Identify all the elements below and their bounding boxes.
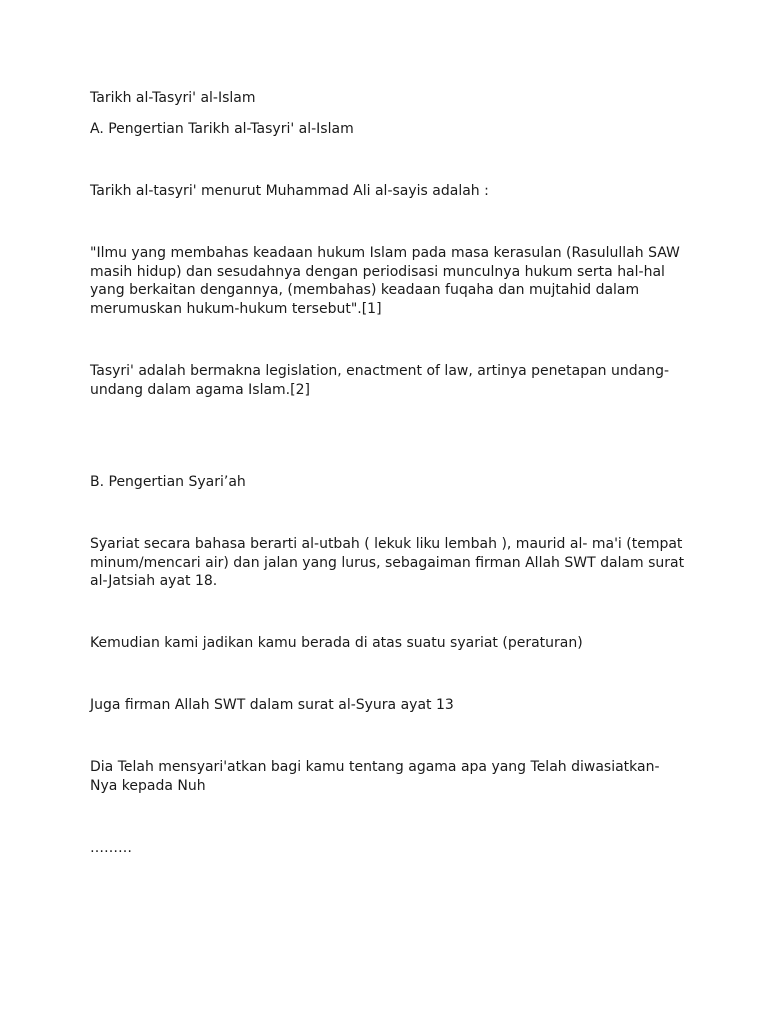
- syariat-line: minum/mencari air) dan jalan yang lurus, sebagaiman firman Allah SWT dalam surat: [90, 554, 685, 571]
- verse-1-text: Kemudian kami jadikan kamu berada di atas suatu syariat (peraturan): [90, 635, 583, 651]
- document-title: [90, 89, 690, 108]
- firman-text: Juga firman Allah SWT dalam surat al-Syura ayat 13: [90, 697, 454, 713]
- tasyri-paragraph: [90, 362, 690, 399]
- firman-paragraph: [90, 696, 690, 715]
- quote-line: yang berkaitan dengannya, (membahas) keadaan fuqaha dan mujtahid dalam: [90, 282, 640, 298]
- syariat-paragraph: [90, 535, 690, 591]
- ellipsis-paragraph: [90, 839, 690, 858]
- intro-text: Tarikh al-tasyri' menurut Muhammad Ali al-sayis adalah :: [90, 183, 489, 199]
- tasyri-line: undang dalam agama Islam.[2]: [90, 381, 310, 398]
- section-a-heading-text: A. Pengertian Tarikh al-Tasyri' al-Islam: [90, 121, 354, 137]
- verse-1-paragraph: [90, 634, 690, 653]
- verse-2-line: Dia Telah mensyari'atkan bagi kamu tentang agama apa yang Telah diwasiatkan-: [90, 759, 660, 775]
- syariat-line: al-Jatsiah ayat 18.: [90, 573, 218, 589]
- verse-2-line: Nya kepada Nuh: [90, 777, 206, 794]
- tasyri-line: Tasyri' adalah bermakna legislation, enactment of law, artinya penetapan undang-: [90, 363, 670, 379]
- quote-line: masih hidup) dan sesudahnya dengan periodisasi munculnya hukum serta hal-hal: [90, 263, 665, 280]
- syariat-line: Syariat secara bahasa berarti al-utbah ( lekuk liku lembah ), maurid al- ma'i (tempat: [90, 536, 683, 552]
- intro-paragraph: [90, 182, 690, 201]
- section-b-heading: [90, 473, 690, 492]
- section-a-heading: [90, 120, 690, 139]
- quote-line: "Ilmu yang membahas keadaan hukum Islam pada masa kerasulan (Rasulullah SAW: [90, 245, 680, 261]
- definition-quote-paragraph: [90, 244, 690, 318]
- quote-line: merumuskan hukum-hukum tersebut".[1]: [90, 300, 382, 317]
- section-b-heading-text: B. Pengertian Syari’ah: [90, 474, 246, 490]
- verse-2-paragraph: [90, 758, 690, 795]
- ellipsis-text: ………: [90, 840, 132, 856]
- title-text: Tarikh al-Tasyri' al-Islam: [90, 90, 256, 106]
